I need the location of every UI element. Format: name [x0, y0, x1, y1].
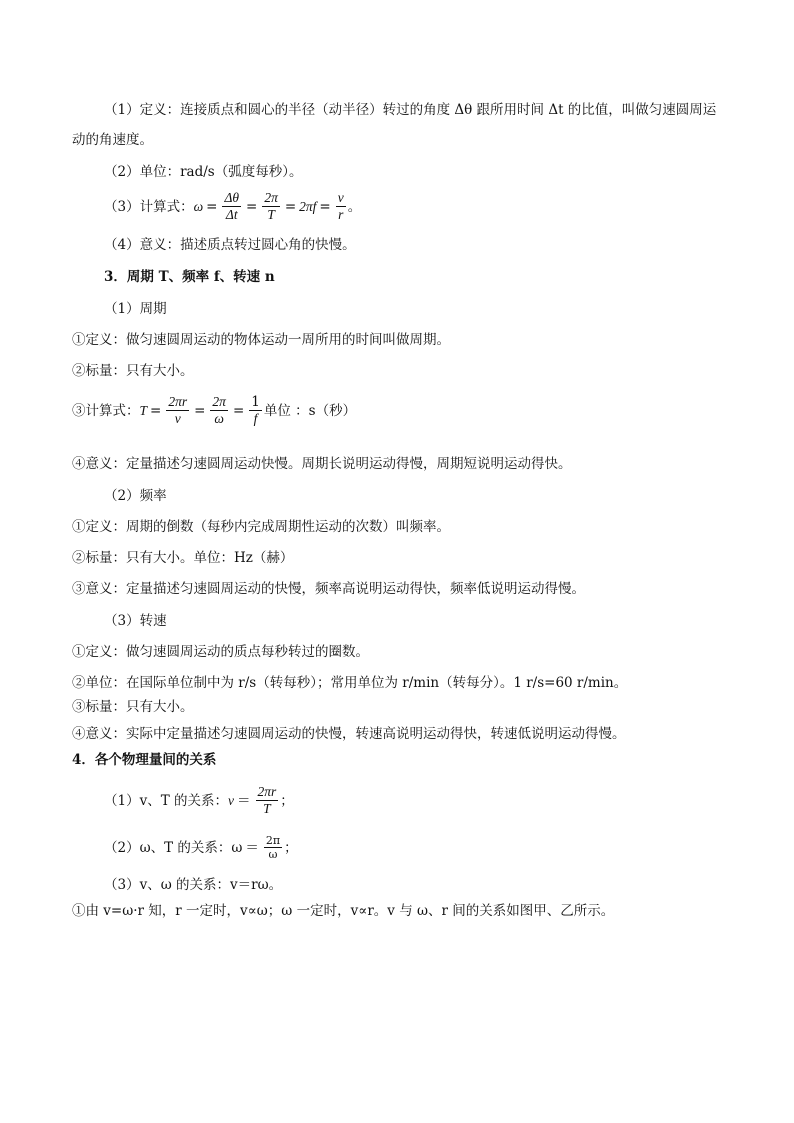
formula-symbol: ω — [193, 198, 204, 214]
speed-definition: ①定义：做匀速圆周运动的质点每秒转过的圈数。 — [72, 644, 369, 660]
subsection-title: （3）转速 — [104, 613, 167, 629]
subsection-title: （2）频率 — [104, 488, 167, 504]
fraction: $\frac{2\pi}{T}$ — [264, 190, 278, 222]
formula-symbol: T — [139, 402, 148, 418]
omega-unit-line: （2）单位：rad/s（弧度每秒）。 — [104, 164, 303, 180]
subsection-title: （1）周期 — [104, 301, 167, 317]
omega-meaning-line: （4）意义：描述质点转过圆心角的快慢。 — [104, 237, 356, 253]
fraction: $\frac{2\pi r}{T}$ — [257, 784, 277, 816]
frequency-meaning: ③意义：定量描述匀速圆周运动的快慢，频率高说明运动得快，频率低说明运动得慢。 — [72, 581, 585, 597]
frequency-definition: ①定义：周期的倒数（每秒内完成周期性运动的次数）叫频率。 — [72, 519, 450, 535]
fraction: $\frac{\Delta\theta}{\Delta t}$ — [224, 190, 240, 222]
formula-lead: ③计算式： — [72, 402, 140, 419]
period-formula: ③计算式： T = $\frac{2\pi r}{v}$ = $\frac{2\pi}{\omega}$ = $\frac{1}{f}$ 单位 ：s（秒） — [72, 394, 357, 426]
formula-lead: （3）计算式： — [104, 198, 194, 215]
fraction: $\frac{v}{r}$ — [337, 190, 344, 222]
fraction: $\frac{2\pi}{\omega}$ — [212, 394, 226, 426]
omega-definition-line-2: 动的角速度。 — [72, 132, 153, 148]
section-heading: 3．周期 T、频率 f、转速 n — [104, 269, 275, 285]
relation-v-T: （1）v、T 的关系： v ＝ $\frac{2\pi r}{T}$ ； — [104, 784, 294, 816]
relation-note: ①由 v=ω·r 知，r 一定时，v∝ω；ω 一定时，v∝r。v 与 ω、r 间的关系如图甲、乙所示。 — [72, 903, 615, 919]
period-definition: ①定义：做匀速圆周运动的物体运动一周所用的时间叫做周期。 — [72, 332, 450, 348]
section-heading: 4．各个物理量间的关系 — [72, 752, 217, 768]
formula-unit: 单位 ：s（秒） — [263, 402, 357, 419]
fraction: $\frac{1}{f}$ — [251, 394, 260, 426]
fraction: $\frac{2\pi r}{v}$ — [168, 394, 188, 426]
speed-scalar: ③标量：只有大小。 — [72, 699, 194, 715]
frequency-scalar: ②标量：只有大小。单位：Hz（赫） — [72, 550, 294, 566]
fraction: $\frac{2\pi}{\omega}$ — [265, 834, 281, 861]
period-scalar: ②标量：只有大小。 — [72, 363, 194, 379]
relation-v-omega: （3）v、ω 的关系：v＝rω。 — [104, 877, 283, 893]
omega-definition-line-1: （1）定义：连接质点和圆心的半径（动半径）转过的角度 Δθ 跟所用时间 Δt 的比值，叫做匀速圆周运 — [104, 102, 717, 118]
relation-omega-T: （2）ω、T 的关系： ω ＝ $\frac{2\pi}{\omega}$ ； — [104, 834, 298, 861]
period-meaning: ④意义：定量描述匀速圆周运动快慢。周期长说明运动得慢，周期短说明运动得快。 — [72, 456, 572, 472]
speed-unit: ②单位：在国际单位制中为 r/s（转每秒）；常用单位为 r/min（转每分）。1 r/s=60 r/min。 — [72, 675, 628, 691]
omega-formula: （3）计算式： ω = $\frac{\Delta\theta}{\Delta t}$ = $\frac{2\pi}{T}$ = 2πf = $\frac{v}{r}$ 。 — [104, 190, 362, 222]
formula-term: 2πf — [299, 198, 317, 214]
speed-meaning: ④意义：实际中定量描述匀速圆周运动的快慢，转速高说明运动得快，转速低说明运动得慢。 — [72, 726, 626, 742]
